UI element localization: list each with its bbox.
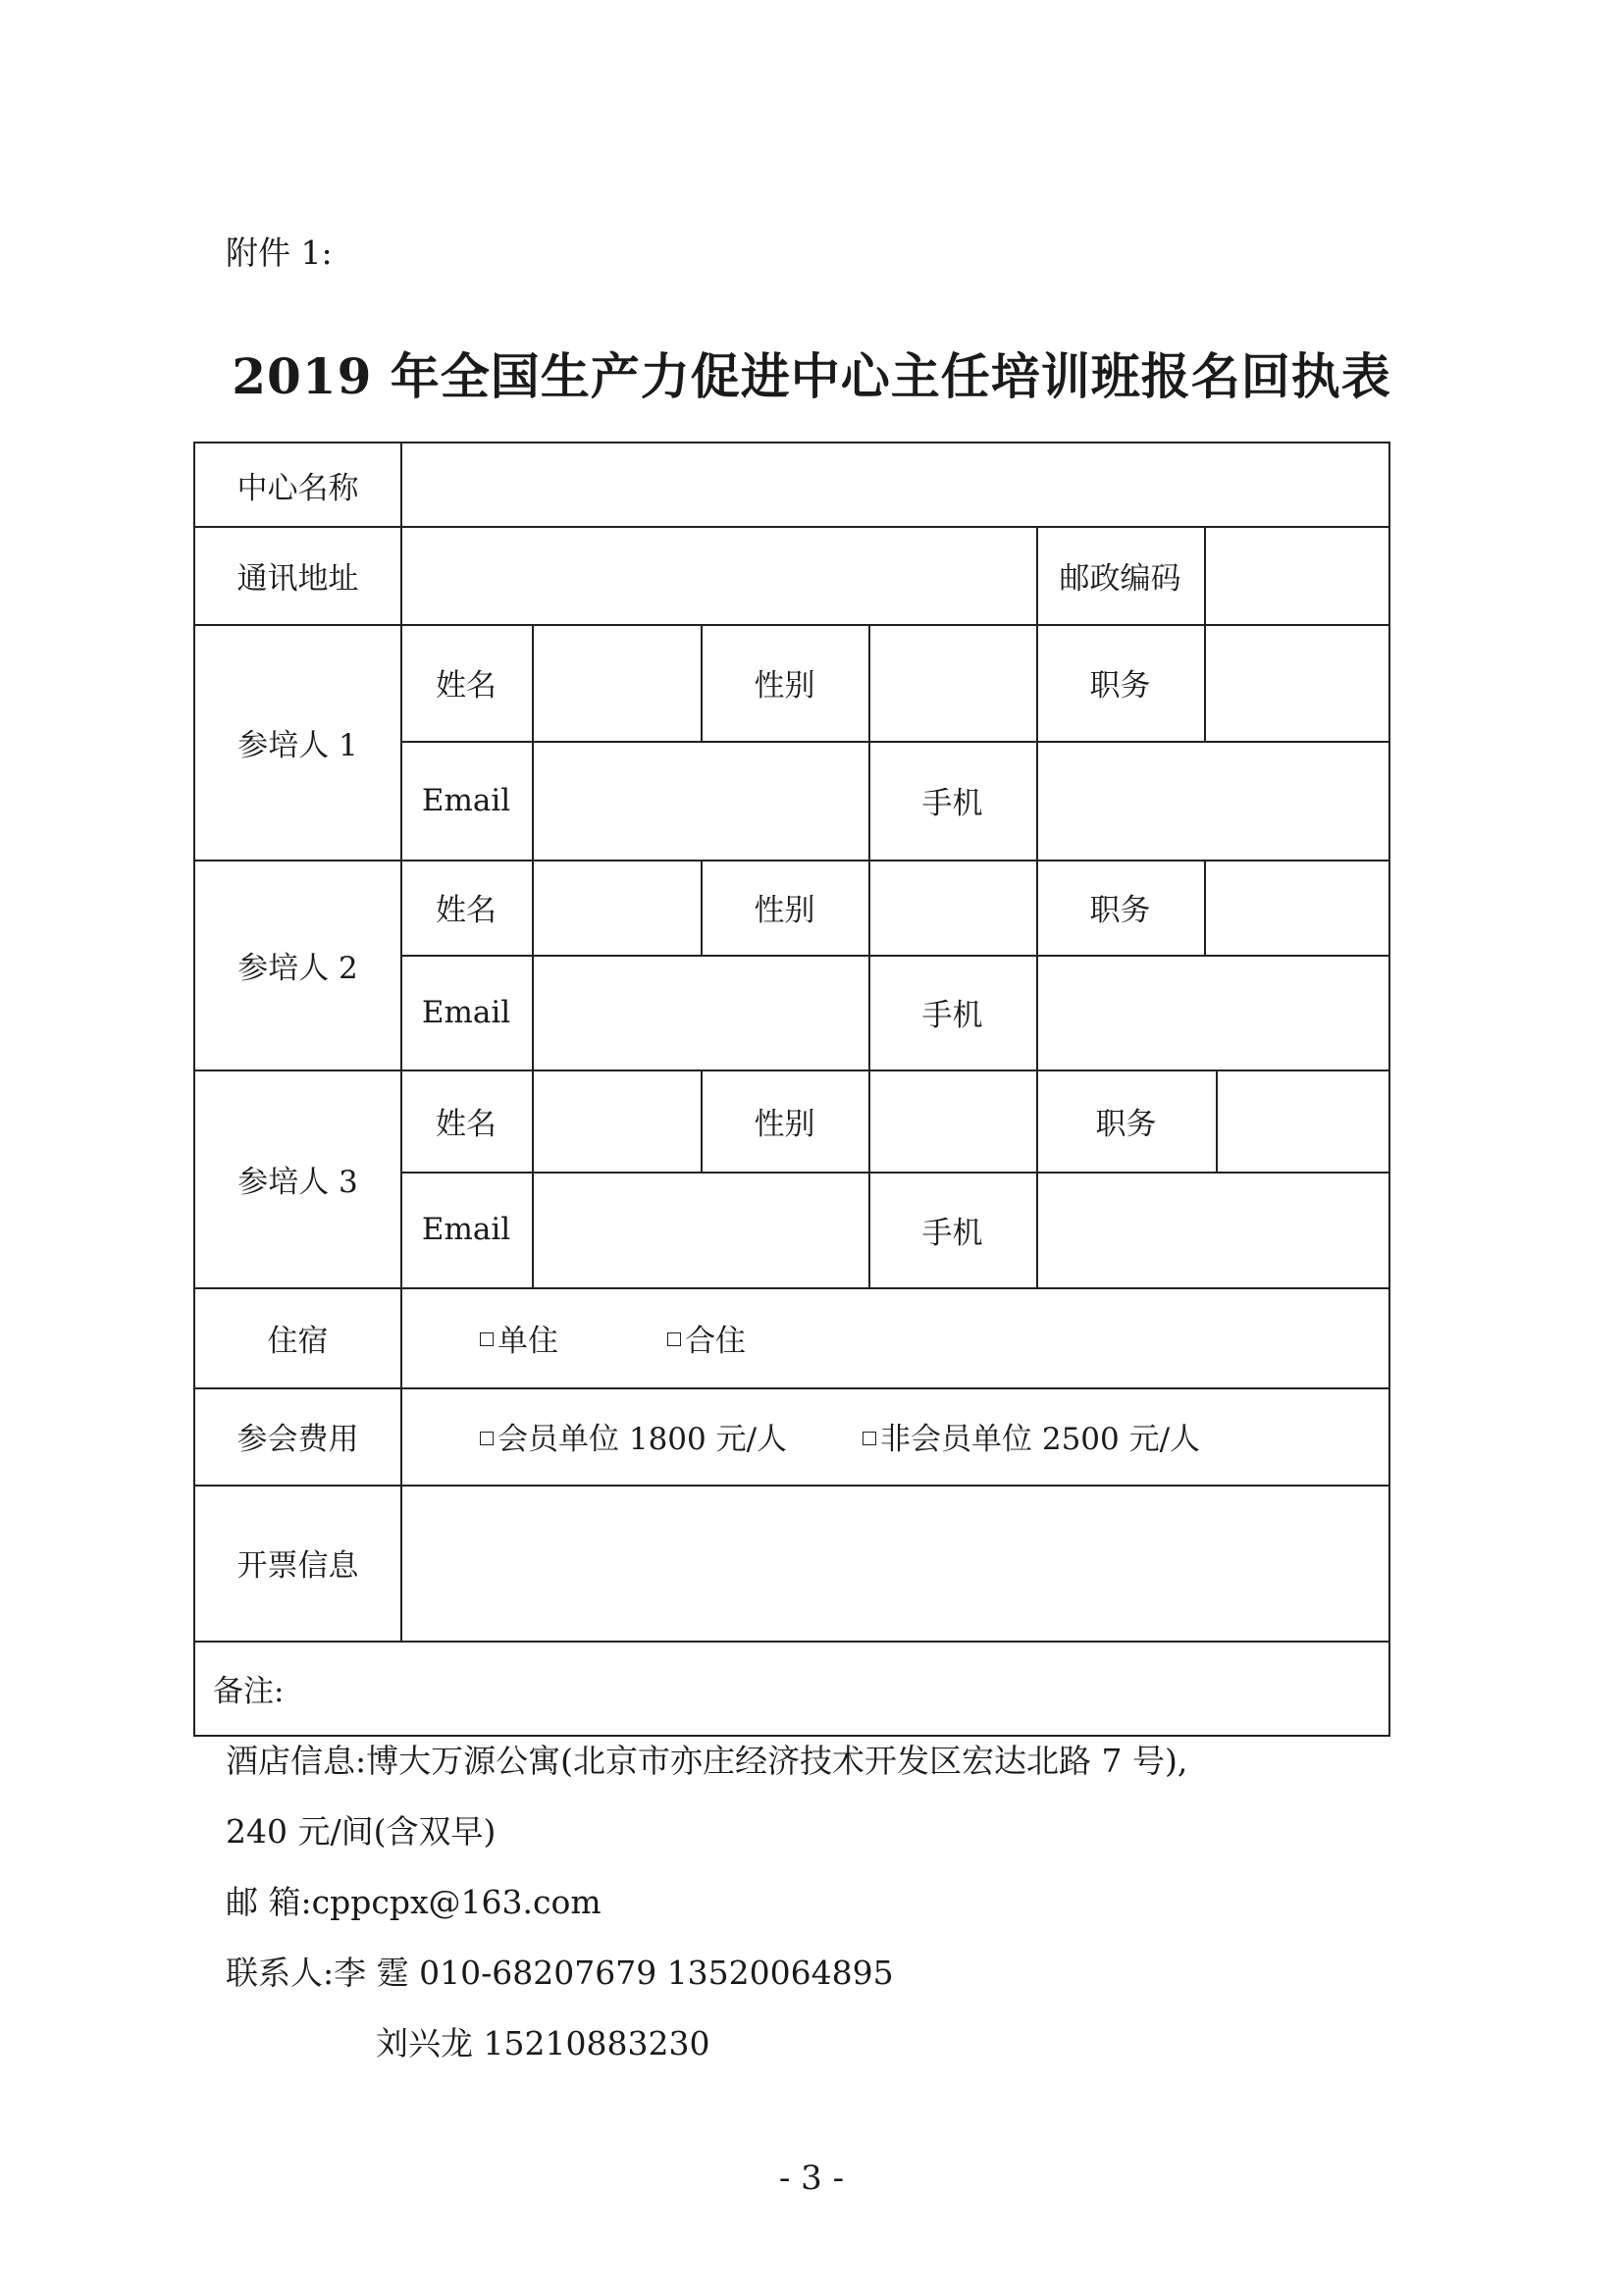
option-label: 会员单位 1800 元/人 [497, 1422, 788, 1457]
trainee-2-position-field[interactable] [1206, 860, 1388, 955]
invoice-label: 开票信息 [236, 1548, 359, 1584]
trainee-2-gender-field[interactable] [870, 860, 1036, 955]
trainee-2-label: 参培人 2 [237, 950, 358, 986]
trainee-3-gender-label: 性别 [754, 1106, 815, 1142]
trainee-2-email-label: Email [421, 994, 511, 1030]
contact-line-1: 联系人:李 霆 010-68207679 13520064895 [226, 1954, 894, 1992]
trainee-2-gender-label: 性别 [754, 893, 815, 928]
trainee-1-gender-label: 性别 [754, 668, 815, 704]
trainee-2-position-label: 职务 [1089, 893, 1151, 928]
trainee-3-mobile-field[interactable] [1038, 1172, 1388, 1287]
checkbox-icon[interactable] [480, 1332, 494, 1346]
trainee-3-email-field[interactable] [534, 1172, 868, 1287]
trainee-1-mobile-field[interactable] [1038, 741, 1388, 860]
trainee-1-name-field[interactable] [534, 624, 701, 741]
option-label: 单住 [497, 1323, 558, 1359]
checkbox-icon[interactable] [667, 1332, 681, 1346]
trainee-3-name-label: 姓名 [436, 1106, 497, 1142]
trainee-1-email-label: Email [421, 782, 511, 818]
trainee-2-name-label: 姓名 [436, 893, 497, 928]
trainee-3-email-label: Email [421, 1212, 511, 1247]
email-line: 邮 箱:cppcpx@163.com [226, 1883, 602, 1921]
page-title: 2019 年全国生产力促进中心主任培训班报名回执表 [232, 347, 1391, 405]
center-name-field[interactable] [402, 444, 1388, 526]
trainee-3-position-label: 职务 [1095, 1106, 1157, 1142]
hotel-info-line-2: 240 元/间(含双早) [226, 1812, 497, 1851]
address-label: 通讯地址 [236, 560, 359, 597]
trainee-3-position-field[interactable] [1218, 1070, 1388, 1172]
fee-option-nonmember[interactable] [863, 1387, 1200, 1485]
trainee-2-email-field[interactable] [534, 955, 868, 1070]
trainee-3-label: 参培人 3 [237, 1164, 358, 1200]
invoice-field[interactable] [402, 1485, 1388, 1641]
trainee-2-name-field[interactable] [534, 860, 701, 955]
registration-form-table [193, 442, 1390, 1737]
attachment-label: 附件 1: [226, 234, 333, 272]
address-field[interactable] [402, 526, 1036, 624]
trainee-1-gender-field[interactable] [870, 624, 1036, 741]
remarks-label: 备注: [213, 1673, 285, 1709]
accommodation-option-single[interactable] [480, 1287, 558, 1387]
hotel-info-line-1: 酒店信息:博大万源公寓(北京市亦庄经济技术开发区宏达北路 7 号), [226, 1742, 1188, 1780]
trainee-1-position-label: 职务 [1089, 668, 1151, 704]
accommodation-label: 住宿 [267, 1323, 329, 1359]
trainee-1-email-field[interactable] [534, 741, 868, 860]
accommodation-option-shared[interactable] [667, 1287, 746, 1387]
option-label: 非会员单位 2500 元/人 [880, 1422, 1201, 1457]
trainee-3-mobile-label: 手机 [921, 1215, 983, 1251]
fee-label: 参会费用 [236, 1422, 359, 1457]
trainee-1-label: 参培人 1 [237, 727, 358, 763]
postcode-field[interactable] [1206, 526, 1388, 624]
postcode-label: 邮政编码 [1059, 560, 1181, 597]
trainee-1-mobile-label: 手机 [921, 786, 983, 821]
remarks-field[interactable] [333, 1643, 1388, 1735]
contact-line-2: 刘兴龙 15210883230 [376, 2024, 710, 2062]
checkbox-icon[interactable] [480, 1432, 494, 1445]
trainee-2-mobile-field[interactable] [1038, 955, 1388, 1070]
option-label: 合住 [685, 1323, 746, 1359]
checkbox-icon[interactable] [863, 1432, 876, 1445]
trainee-3-name-field[interactable] [534, 1070, 701, 1172]
fee-option-member[interactable] [480, 1387, 787, 1485]
trainee-2-mobile-label: 手机 [921, 998, 983, 1033]
page-number: - 3 - [778, 2159, 845, 2198]
center-name-label: 中心名称 [236, 470, 359, 506]
trainee-1-name-label: 姓名 [436, 668, 497, 704]
trainee-3-gender-field[interactable] [870, 1070, 1036, 1172]
trainee-1-position-field[interactable] [1206, 624, 1388, 741]
